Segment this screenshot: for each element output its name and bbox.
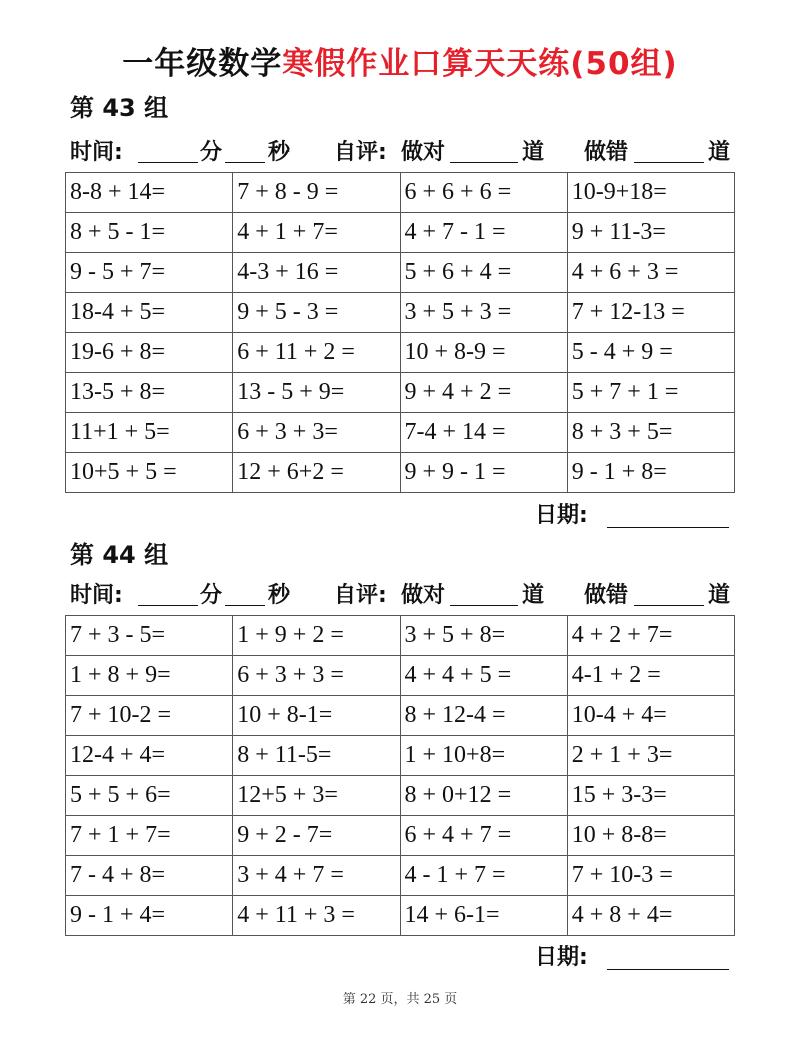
correct-blank[interactable] — [450, 605, 518, 606]
problem-cell: 8 + 0+12 = — [400, 776, 567, 816]
problem-cell: 1 + 8 + 9= — [66, 656, 233, 696]
table-row — [66, 656, 735, 696]
problem-cell: 6 + 3 + 3 = — [233, 656, 400, 696]
problem-cell: 9 - 5 + 7= — [66, 253, 233, 293]
table-row — [66, 776, 735, 816]
problem-cell: 9 - 1 + 8= — [567, 453, 734, 493]
problem-cell: 4-3 + 16 = — [233, 253, 400, 293]
problem-cell: 7 + 10-3 = — [567, 856, 734, 896]
problem-cell: 13 - 5 + 9= — [233, 373, 400, 413]
correct-unit: 道 — [522, 583, 545, 608]
problem-cell: 4 + 4 + 5 = — [400, 656, 567, 696]
problem-cell: 4 + 8 + 4= — [567, 896, 734, 936]
problem-cell: 7 + 8 - 9 = — [233, 173, 400, 213]
problem-cell: 11+1 + 5= — [66, 413, 233, 453]
title-highlight: 寒假作业口算天天练(50组) — [282, 46, 678, 82]
wrong-unit: 道 — [708, 140, 731, 165]
seconds-blank[interactable] — [225, 605, 265, 606]
date-label: 日期: — [535, 503, 588, 528]
problem-cell: 4 + 11 + 3 = — [233, 896, 400, 936]
problem-cell: 10+5 + 5 = — [66, 453, 233, 493]
problem-table-44 — [65, 615, 735, 936]
problem-cell: 10 + 8-9 = — [400, 333, 567, 373]
problem-cell: 8 + 5 - 1= — [66, 213, 233, 253]
time-label: 时间: — [70, 583, 123, 608]
seconds-label: 秒 — [268, 140, 291, 165]
problem-cell: 1 + 10+8= — [400, 736, 567, 776]
problem-cell: 5 - 4 + 9 = — [567, 333, 734, 373]
problem-cell: 5 + 5 + 6= — [66, 776, 233, 816]
problem-cell: 7 + 3 - 5= — [66, 616, 233, 656]
problem-cell: 4 - 1 + 7 = — [400, 856, 567, 896]
problem-cell: 5 + 6 + 4 = — [400, 253, 567, 293]
problem-cell: 9 + 5 - 3 = — [233, 293, 400, 333]
problem-cell: 6 + 6 + 6 = — [400, 173, 567, 213]
date-blank[interactable] — [607, 969, 729, 970]
problem-cell: 8 + 11-5= — [233, 736, 400, 776]
table-row — [66, 293, 735, 333]
table-row — [66, 213, 735, 253]
problem-cell: 7 - 4 + 8= — [66, 856, 233, 896]
table-row — [66, 856, 735, 896]
problem-cell: 3 + 5 + 8= — [400, 616, 567, 656]
wrong-label: 做错 — [584, 583, 629, 608]
problem-cell: 15 + 3-3= — [567, 776, 734, 816]
group-meta-44 — [70, 580, 735, 612]
problem-cell: 18-4 + 5= — [66, 293, 233, 333]
correct-label: 做对 — [401, 583, 446, 608]
table-row — [66, 373, 735, 413]
correct-unit: 道 — [522, 140, 545, 165]
problem-cell: 4 + 6 + 3 = — [567, 253, 734, 293]
seconds-label: 秒 — [268, 583, 291, 608]
problem-cell: 8 + 12-4 = — [400, 696, 567, 736]
problem-cell: 4 + 1 + 7= — [233, 213, 400, 253]
table-row — [66, 253, 735, 293]
problem-cell: 14 + 6-1= — [400, 896, 567, 936]
page-footer: 第 22 页，共 25 页 — [342, 992, 458, 1007]
group-title-44: 第 44 组 — [70, 541, 169, 569]
problem-cell: 10-9+18= — [567, 173, 734, 213]
self-eval-label: 自评: — [334, 583, 387, 608]
correct-blank[interactable] — [450, 162, 518, 163]
seconds-blank[interactable] — [225, 162, 265, 163]
problem-cell: 7-4 + 14 = — [400, 413, 567, 453]
problem-cell: 9 + 4 + 2 = — [400, 373, 567, 413]
problem-table-43 — [65, 172, 735, 493]
problem-cell: 9 + 2 - 7= — [233, 816, 400, 856]
minutes-blank[interactable] — [138, 162, 198, 163]
date-field-43 — [535, 500, 735, 532]
problem-cell: 10 + 8-8= — [567, 816, 734, 856]
problem-cell: 9 - 1 + 4= — [66, 896, 233, 936]
problem-cell: 6 + 11 + 2 = — [233, 333, 400, 373]
correct-label: 做对 — [401, 140, 446, 165]
problem-cell: 12+5 + 3= — [233, 776, 400, 816]
time-label: 时间: — [70, 140, 123, 165]
problem-cell: 3 + 4 + 7 = — [233, 856, 400, 896]
problem-cell: 2 + 1 + 3= — [567, 736, 734, 776]
problem-cell: 6 + 3 + 3= — [233, 413, 400, 453]
wrong-unit: 道 — [708, 583, 731, 608]
minutes-label: 分 — [200, 583, 223, 608]
table-row — [66, 453, 735, 493]
page-title — [0, 44, 800, 84]
table-row — [66, 413, 735, 453]
problem-cell: 7 + 1 + 7= — [66, 816, 233, 856]
table-row — [66, 616, 735, 656]
table-row — [66, 333, 735, 373]
title-prefix: 一年级数学 — [122, 46, 283, 82]
problem-cell: 4 + 2 + 7= — [567, 616, 734, 656]
group-title-43: 第 43 组 — [70, 94, 169, 122]
problem-cell: 13-5 + 8= — [66, 373, 233, 413]
problem-cell: 4-1 + 2 = — [567, 656, 734, 696]
minutes-label: 分 — [200, 140, 223, 165]
wrong-blank[interactable] — [634, 162, 704, 163]
wrong-blank[interactable] — [634, 605, 704, 606]
table-row — [66, 173, 735, 213]
problem-cell: 9 + 9 - 1 = — [400, 453, 567, 493]
minutes-blank[interactable] — [138, 605, 198, 606]
problem-cell: 10-4 + 4= — [567, 696, 734, 736]
problem-cell: 1 + 9 + 2 = — [233, 616, 400, 656]
problem-cell: 8-8 + 14= — [66, 173, 233, 213]
wrong-label: 做错 — [584, 140, 629, 165]
problem-cell: 9 + 11-3= — [567, 213, 734, 253]
problem-cell: 7 + 10-2 = — [66, 696, 233, 736]
problem-cell: 19-6 + 8= — [66, 333, 233, 373]
problem-cell: 7 + 12-13 = — [567, 293, 734, 333]
problem-cell: 10 + 8-1= — [233, 696, 400, 736]
date-label: 日期: — [535, 945, 588, 970]
date-blank[interactable] — [607, 527, 729, 528]
problem-cell: 12-4 + 4= — [66, 736, 233, 776]
problem-cell: 3 + 5 + 3 = — [400, 293, 567, 333]
group-meta-43 — [70, 137, 735, 169]
problem-cell: 4 + 7 - 1 = — [400, 213, 567, 253]
problem-cell: 5 + 7 + 1 = — [567, 373, 734, 413]
table-row — [66, 896, 735, 936]
problem-cell: 8 + 3 + 5= — [567, 413, 734, 453]
table-row — [66, 736, 735, 776]
self-eval-label: 自评: — [334, 140, 387, 165]
date-field-44 — [535, 942, 735, 974]
table-row — [66, 816, 735, 856]
problem-cell: 6 + 4 + 7 = — [400, 816, 567, 856]
table-row — [66, 696, 735, 736]
problem-cell: 12 + 6+2 = — [233, 453, 400, 493]
